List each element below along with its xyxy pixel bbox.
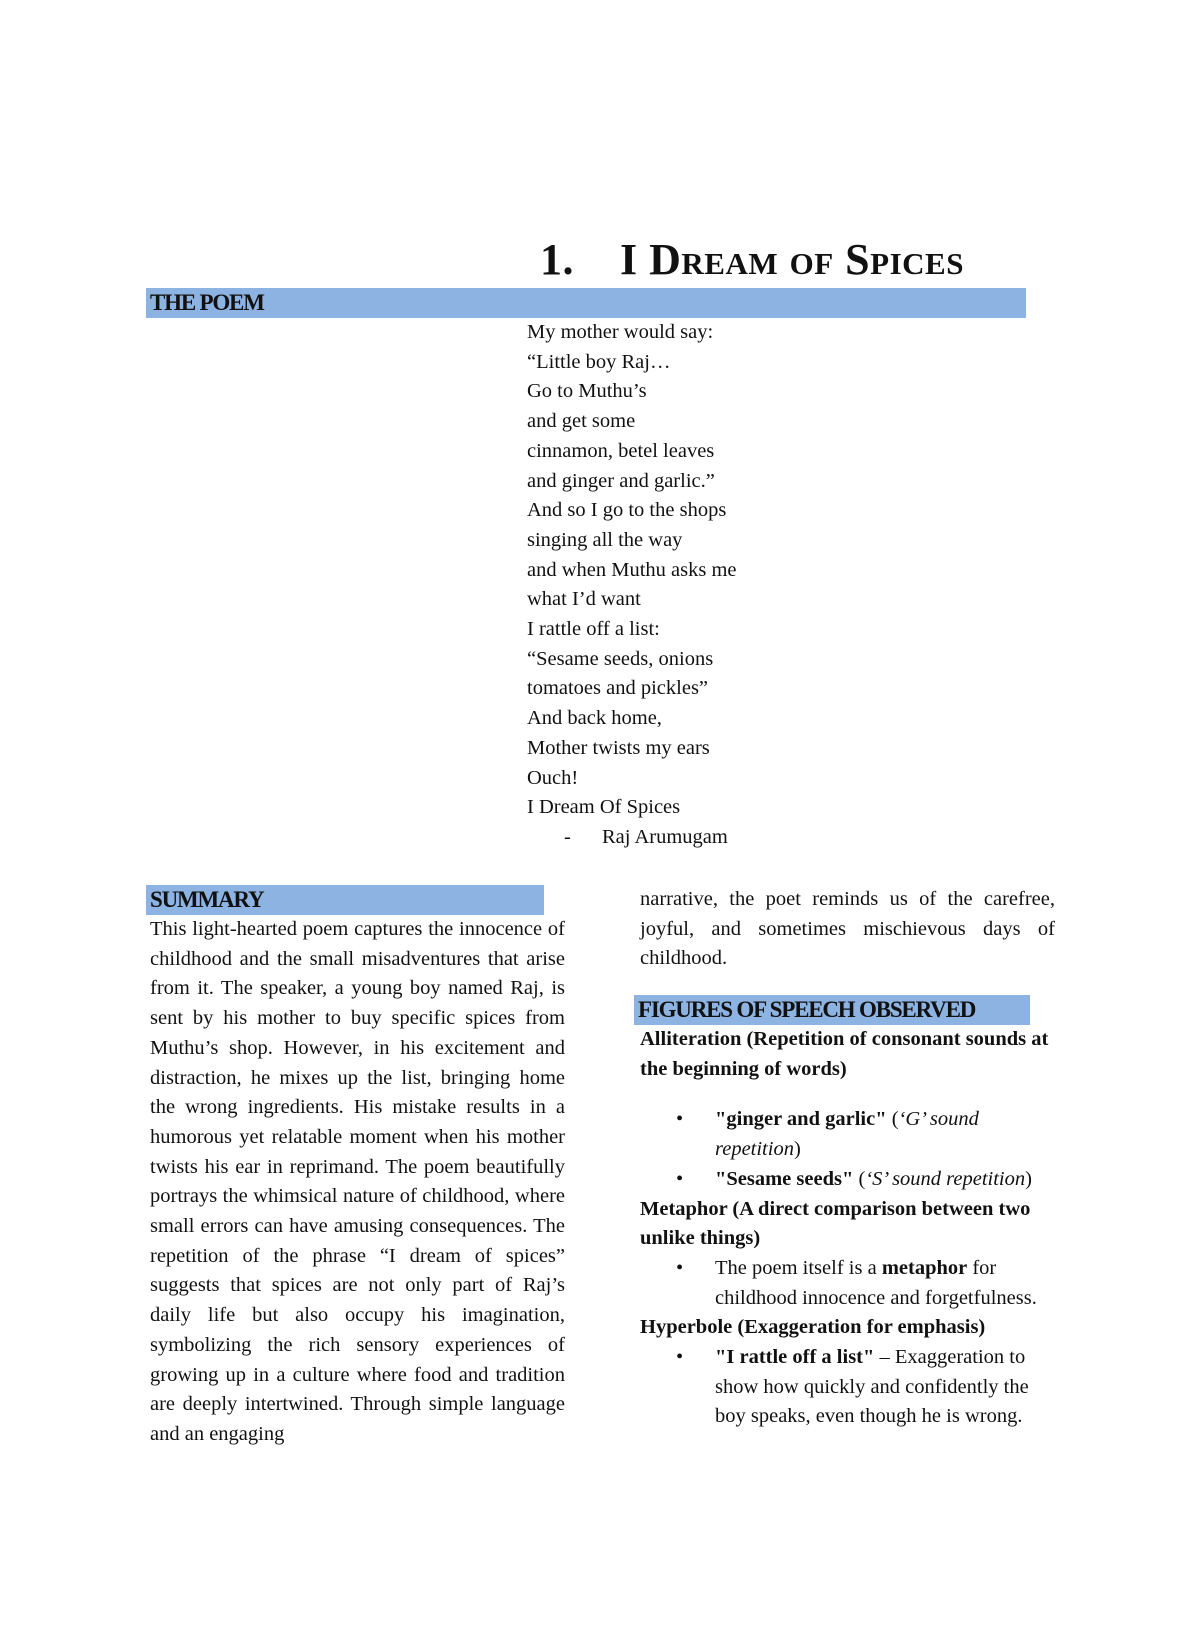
poem-line: tomatoes and pickles” xyxy=(527,677,709,700)
metaphor-list xyxy=(640,1254,1060,1313)
summary-paragraph-continued: narrative, the poet reminds us of the carefree, joyful, and sometimes mischievous days of childhood. xyxy=(640,888,1055,970)
poem-line: cinnamon, betel leaves xyxy=(527,439,715,462)
paren-close: ) xyxy=(1025,1167,1032,1190)
poem-text xyxy=(527,318,737,853)
author-name: Raj Arumugam xyxy=(602,825,728,848)
example-note: ‘S’ sound repetition xyxy=(865,1167,1026,1190)
alliteration-list xyxy=(640,1105,1060,1194)
poem-line: I Dream Of Spices xyxy=(527,796,681,819)
poem-line: Ouch! xyxy=(527,766,579,789)
hyperbole-heading: Hyperbole (Exaggeration for emphasis) xyxy=(640,1316,986,1339)
example-quote: "Sesame seeds" xyxy=(715,1167,854,1190)
poem-line: Go to Muthu’s xyxy=(527,380,647,403)
bullet-icon: • xyxy=(676,1346,684,1369)
summary-paragraph: This light-hearted poem captures the innocence of childhood and the small misadventures that arise from it. The speaker, a young boy named Raj, is sent by his mother to buy specific spices from Muthu’s shop. However, in his excitement and distraction, he mixes up the list, bringing home the wrong ingredients. His mistake results in a humorous yet relatable moment when his mother twists his ear in reprimand. The poem beautifully portrays the whimsical nature of childhood, where small errors can have amusing consequences. The repetition of the phrase “I dream of spices” suggests that spices are not only part of Raj’s daily life but also occupy his imagination, symbolizing the rich sensory experiences of growing up in a culture where food and tradition are deeply intertwined. Through simple language and an engaging xyxy=(150,918,565,1445)
poem-section-header: THE POEM xyxy=(146,288,1026,318)
example-quote: "I rattle off a list" xyxy=(715,1346,875,1369)
poem-author xyxy=(527,823,737,853)
list-item xyxy=(640,1254,1060,1313)
bullet-icon: • xyxy=(676,1167,684,1190)
item-text: The poem itself is a xyxy=(715,1256,882,1279)
paren-open: ( xyxy=(886,1108,899,1131)
example-quote: "ginger and garlic" xyxy=(715,1108,887,1131)
list-item xyxy=(640,1165,1060,1195)
hyperbole-list xyxy=(640,1343,1060,1432)
poem-line: and get some xyxy=(527,410,636,433)
example-note: ‘G’ sound repetition xyxy=(715,1108,979,1161)
poem-line: “Little boy Raj… xyxy=(527,350,671,373)
poem-line: and ginger and garlic.” xyxy=(527,469,715,492)
poem-line: My mother would say: xyxy=(527,321,714,343)
poem-line: what I’d want xyxy=(527,588,641,611)
item-text: – Exaggeration to show how quickly and confidently the boy speaks, even though he is wrong. xyxy=(715,1346,1029,1428)
page-title xyxy=(540,232,1060,288)
poem-line: And back home, xyxy=(527,707,662,730)
paren-open: ( xyxy=(853,1167,866,1190)
item-text: for childhood innocence and forgetfulness. xyxy=(715,1256,1037,1309)
poem-line: And so I go to the shops xyxy=(527,499,727,522)
list-item xyxy=(640,1105,1060,1164)
figures-section-header: FIGURES OF SPEECH OBSERVED xyxy=(634,995,1030,1025)
alliteration-heading: Alliteration (Repetition of consonant sounds at the beginning of words) xyxy=(640,1028,1049,1080)
author-dash: - xyxy=(564,825,571,848)
item-bold: metaphor xyxy=(881,1256,968,1279)
bullet-icon: • xyxy=(676,1108,684,1131)
bullet-icon: • xyxy=(676,1256,684,1279)
poem-line: “Sesame seeds, onions xyxy=(527,647,714,670)
title-text: I Dream of Spices xyxy=(620,235,964,284)
poem-line: singing all the way xyxy=(527,528,683,551)
summary-section-header: SUMMARY xyxy=(146,885,544,915)
list-item xyxy=(640,1343,1060,1432)
paren-close: ) xyxy=(793,1138,801,1161)
poem-line: I rattle off a list: xyxy=(527,618,660,641)
title-number: 1. xyxy=(540,235,574,284)
poem-line: and when Muthu asks me xyxy=(527,558,737,581)
metaphor-heading: Metaphor (A direct comparison between two unlike things) xyxy=(640,1197,1031,1250)
figures-of-speech xyxy=(640,1025,1060,1432)
poem-line: Mother twists my ears xyxy=(527,736,710,759)
